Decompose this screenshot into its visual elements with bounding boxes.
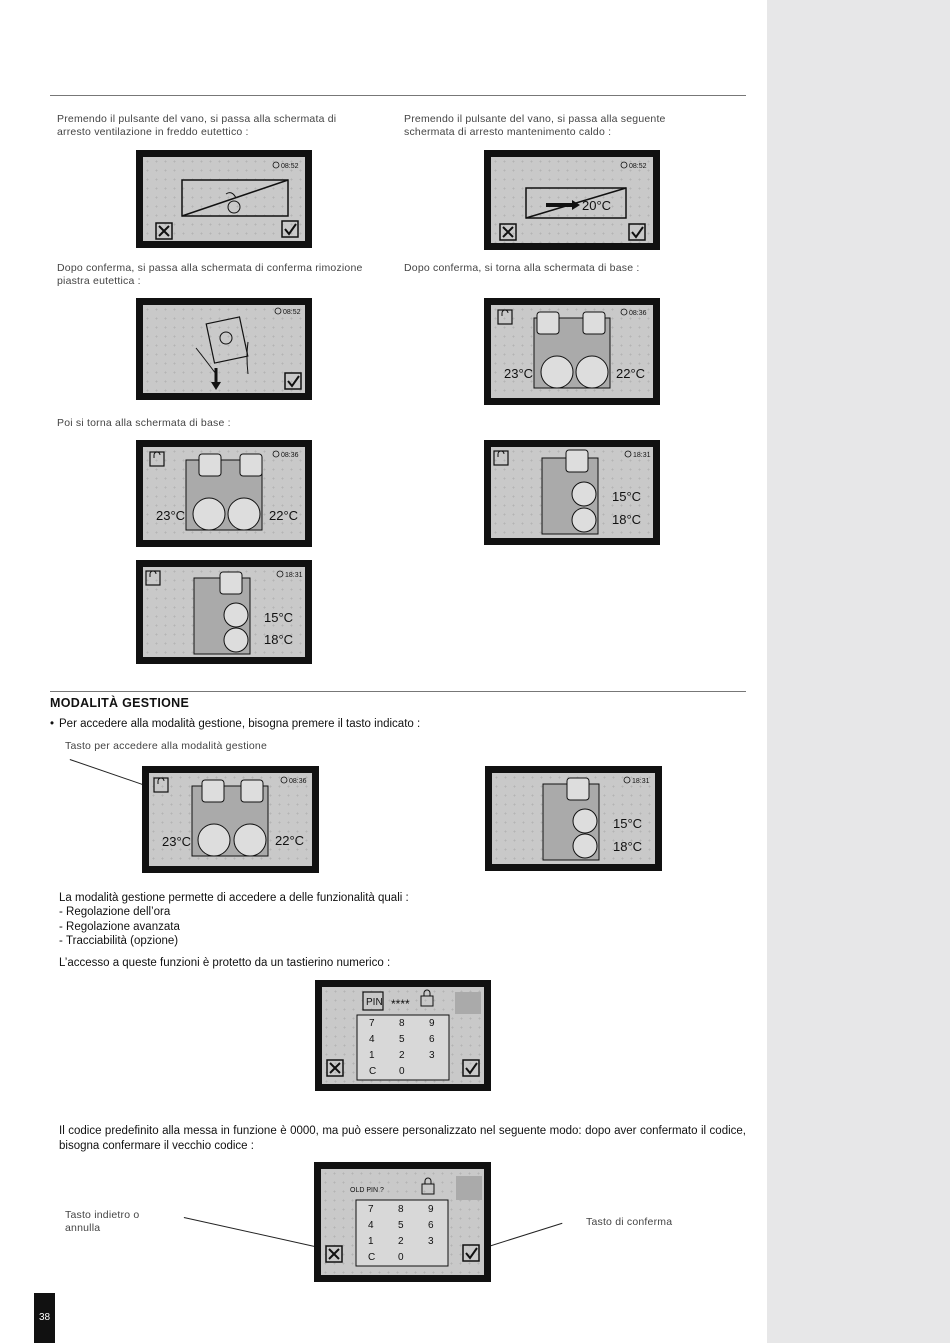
svg-text:9: 9 bbox=[428, 1204, 434, 1215]
svg-text:C: C bbox=[369, 1066, 377, 1077]
svg-text:4: 4 bbox=[368, 1220, 374, 1231]
svg-text:8: 8 bbox=[398, 1204, 404, 1215]
screen-base-two-1 bbox=[484, 298, 660, 405]
svg-text:18:31: 18:31 bbox=[633, 452, 651, 459]
svg-text:22°C: 22°C bbox=[275, 833, 305, 848]
svg-text:18°C: 18°C bbox=[264, 632, 294, 647]
callout-back-line bbox=[184, 1217, 323, 1249]
svg-text:15°C: 15°C bbox=[612, 489, 642, 504]
svg-text:5: 5 bbox=[399, 1034, 405, 1045]
svg-text:23°C: 23°C bbox=[162, 834, 192, 849]
svg-text:OLD PIN ?: OLD PIN ? bbox=[350, 1187, 384, 1194]
intro-text: La modalità gestione permette di accedere a delle funzionalità quali : bbox=[59, 892, 409, 904]
screen-pin-keypad bbox=[315, 980, 491, 1091]
svg-text:6: 6 bbox=[428, 1220, 434, 1231]
screen-manage-stacked bbox=[485, 766, 662, 871]
svg-text:2: 2 bbox=[398, 1236, 404, 1247]
bullet-text: Per accedere alla modalità gestione, bisogna premere il tasto indicato : bbox=[59, 718, 421, 730]
top-rule bbox=[50, 95, 746, 96]
svg-text:15°C: 15°C bbox=[613, 816, 643, 831]
svg-text:4: 4 bbox=[369, 1034, 375, 1045]
svg-text:18:31: 18:31 bbox=[285, 572, 303, 579]
svg-text:22°C: 22°C bbox=[269, 508, 299, 523]
svg-text:3: 3 bbox=[428, 1236, 434, 1247]
caption-stop-cold: Premendo il pulsante del vano, si passa alla schermata di arresto ventilazione in freddo eutettico : bbox=[57, 113, 337, 138]
svg-text:08:36: 08:36 bbox=[289, 778, 307, 785]
screen-base-stacked-1 bbox=[484, 440, 660, 545]
callout-back-label: Tasto indietro o annulla bbox=[65, 1209, 140, 1234]
svg-text:3: 3 bbox=[429, 1050, 435, 1061]
callout-access-line bbox=[70, 759, 150, 787]
svg-text:6: 6 bbox=[429, 1034, 435, 1045]
svg-text:18°C: 18°C bbox=[612, 512, 642, 527]
svg-text:1: 1 bbox=[368, 1236, 374, 1247]
svg-text:5: 5 bbox=[398, 1220, 404, 1231]
svg-text:08:36: 08:36 bbox=[629, 310, 647, 317]
page-sidebar bbox=[767, 0, 950, 1343]
screen-base-two-2 bbox=[136, 440, 312, 547]
caption-stop-hot: Premendo il pulsante del vano, si passa alla seguente schermata di arresto mantenimento caldo : bbox=[404, 113, 666, 138]
svg-text:08:52: 08:52 bbox=[629, 163, 647, 170]
svg-text:C: C bbox=[368, 1252, 376, 1263]
svg-text:0: 0 bbox=[398, 1252, 404, 1263]
caption-remove-plate: Dopo conferma, si passa alla schermata di conferma rimozione piastra eutettica : bbox=[57, 262, 363, 287]
screen-stop-hot bbox=[484, 150, 660, 250]
screen-manage-two bbox=[142, 766, 319, 873]
callout-confirm-label: Tasto di confermа bbox=[586, 1216, 673, 1228]
list-item: - Regolazione avanzata bbox=[59, 921, 180, 933]
svg-text:18:31: 18:31 bbox=[632, 778, 650, 785]
svg-text:****: **** bbox=[391, 997, 410, 1011]
svg-text:23°C: 23°C bbox=[504, 366, 534, 381]
page-number: 38 bbox=[34, 1293, 55, 1343]
svg-text:9: 9 bbox=[429, 1018, 435, 1029]
svg-text:7: 7 bbox=[368, 1204, 374, 1215]
caption-back-base-1: Dopo conferma, si torna alla schermata di base : bbox=[404, 262, 640, 274]
svg-text:08:36: 08:36 bbox=[281, 452, 299, 459]
svg-text:18°C: 18°C bbox=[613, 839, 643, 854]
caption-back-base-2: Poi si torna alla schermata di base : bbox=[57, 417, 231, 429]
svg-text:PIN: PIN bbox=[366, 997, 383, 1008]
svg-text:1: 1 bbox=[369, 1050, 375, 1061]
clock-text: 08:52 bbox=[281, 163, 299, 170]
screen-stop-cold bbox=[136, 150, 312, 248]
code-note-text: Il codice predefinito alla messa in funzione è 0000, ma può essere personalizzato nel seguente modo: dopo aver confermato il codice, bisogna confermare il vecchio codice : bbox=[59, 1125, 746, 1152]
callout-access-label: Tasto per accedere alla modalità gestione bbox=[65, 740, 267, 752]
svg-text:08:52: 08:52 bbox=[283, 309, 301, 316]
svg-text:0: 0 bbox=[399, 1066, 405, 1077]
svg-text:22°C: 22°C bbox=[616, 366, 646, 381]
section-title: MODALITÀ GESTIONE bbox=[50, 696, 190, 710]
svg-text:2: 2 bbox=[399, 1050, 405, 1061]
svg-text:8: 8 bbox=[399, 1018, 405, 1029]
section-rule bbox=[50, 691, 746, 692]
list-item: - Regolazione dell’ora bbox=[59, 906, 171, 918]
svg-text:7: 7 bbox=[369, 1018, 375, 1029]
screen-remove-plate bbox=[136, 298, 312, 400]
hot-temp-text: 20°C bbox=[582, 198, 612, 213]
bullet-marker: • bbox=[50, 718, 55, 730]
protected-text: L’accesso a queste funzioni è protetto da un tastierino numerico : bbox=[59, 957, 391, 969]
screen-base-stacked-2 bbox=[136, 560, 312, 664]
svg-text:15°C: 15°C bbox=[264, 610, 294, 625]
callout-confirm-line bbox=[482, 1223, 562, 1249]
screen-old-pin bbox=[314, 1162, 491, 1282]
list-item: - Tracciabilità (opzione) bbox=[59, 935, 179, 947]
svg-text:23°C: 23°C bbox=[156, 508, 186, 523]
